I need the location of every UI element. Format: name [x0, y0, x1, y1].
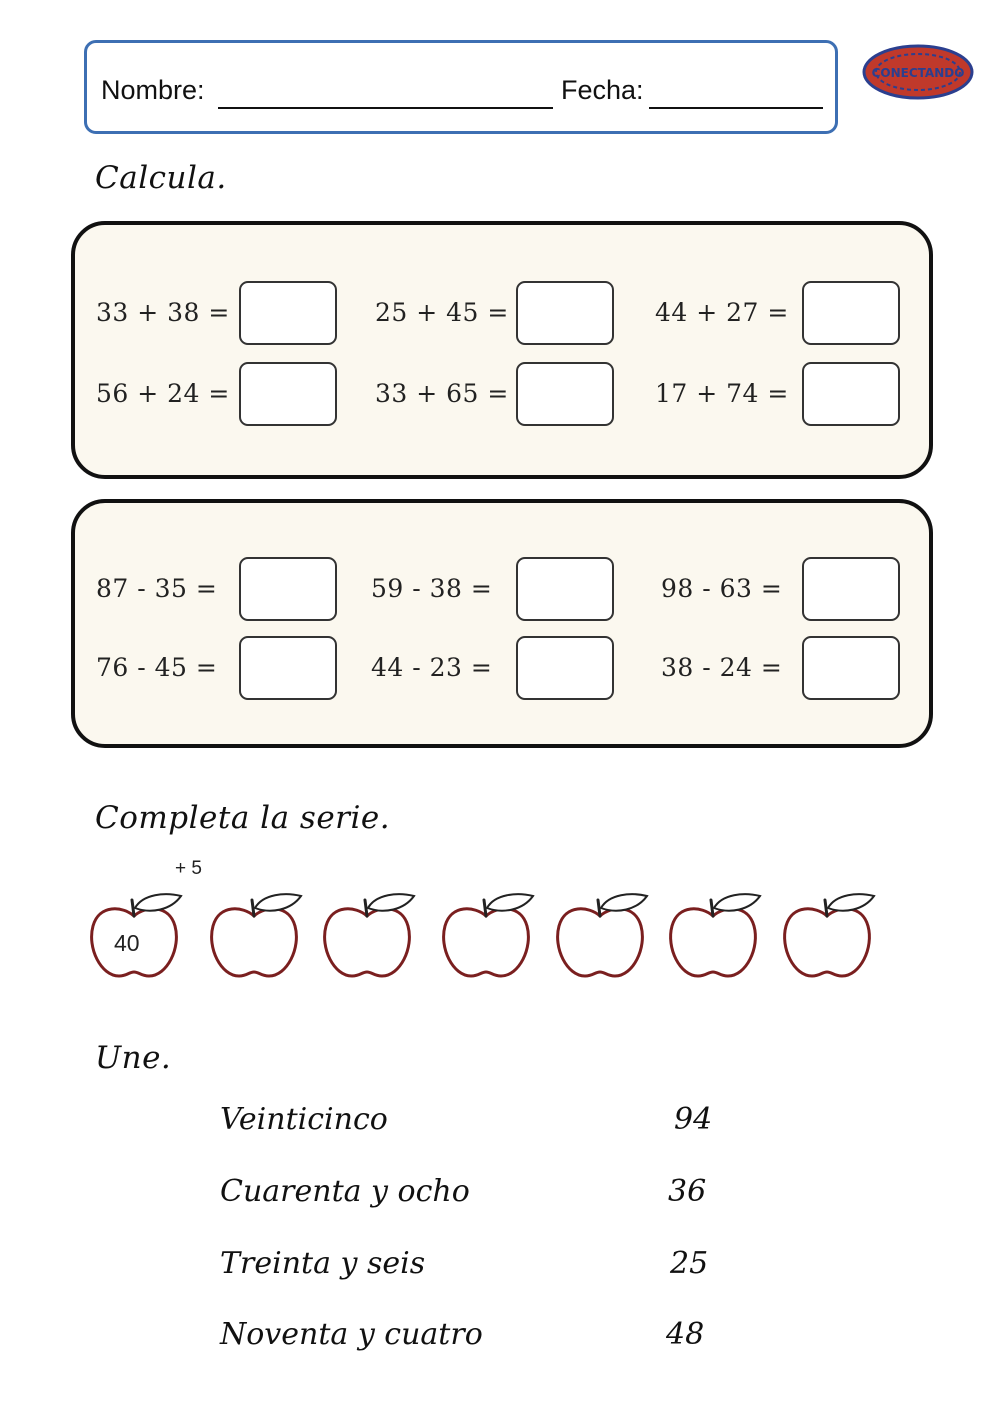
name-field[interactable]	[218, 107, 553, 109]
apple-icon	[205, 886, 303, 982]
apple-answer-slot[interactable]	[551, 886, 649, 982]
answer-box[interactable]	[802, 557, 900, 621]
match-number[interactable]: 48	[666, 1317, 705, 1352]
section-title-une: Une.	[95, 1040, 172, 1076]
exercise-expression: 33 + 38 =	[96, 298, 230, 327]
exercise-expression: 87 - 35 =	[96, 574, 218, 603]
exercise-expression: 25 + 45 =	[375, 298, 509, 327]
apple-answer-slot[interactable]	[205, 886, 303, 982]
apple-answer-slot[interactable]	[664, 886, 762, 982]
exercise-expression: 56 + 24 =	[96, 379, 230, 408]
match-number[interactable]: 36	[668, 1174, 707, 1209]
match-word[interactable]: Veinticinco	[220, 1102, 388, 1137]
match-word[interactable]: Noventa y cuatro	[220, 1317, 483, 1352]
answer-box[interactable]	[516, 281, 614, 345]
exercise-expression: 38 - 24 =	[661, 653, 783, 682]
apple-answer-slot[interactable]	[318, 886, 416, 982]
answer-box[interactable]	[802, 636, 900, 700]
apple-icon	[551, 886, 649, 982]
date-label: Fecha:	[561, 75, 644, 105]
student-info-box	[84, 40, 838, 134]
answer-box[interactable]	[802, 281, 900, 345]
name-label: Nombre:	[101, 75, 205, 105]
match-word[interactable]: Treinta y seis	[220, 1246, 426, 1281]
answer-box[interactable]	[516, 362, 614, 426]
apple-answer-slot[interactable]	[437, 886, 535, 982]
answer-box[interactable]	[516, 636, 614, 700]
exercise-expression: 44 + 27 =	[655, 298, 789, 327]
answer-box[interactable]	[802, 362, 900, 426]
subtraction-panel	[71, 499, 933, 748]
answer-box[interactable]	[239, 636, 337, 700]
exercise-expression: 98 - 63 =	[661, 574, 783, 603]
apple-icon	[778, 886, 876, 982]
apple-icon	[318, 886, 416, 982]
exercise-expression: 59 - 38 =	[371, 574, 493, 603]
exercise-expression: 76 - 45 =	[96, 653, 218, 682]
match-number[interactable]: 25	[670, 1246, 709, 1281]
apple-icon	[664, 886, 762, 982]
addition-panel	[71, 221, 933, 479]
section-title-calcula: Calcula.	[95, 160, 227, 196]
logo-text: CONECTANDO	[871, 66, 965, 80]
apple-answer-slot[interactable]	[778, 886, 876, 982]
answer-box[interactable]	[239, 362, 337, 426]
series-step-label: + 5	[175, 858, 202, 879]
apple-icon	[437, 886, 535, 982]
answer-box[interactable]	[516, 557, 614, 621]
date-field[interactable]	[649, 107, 823, 109]
section-title-completa: Completa la serie.	[95, 800, 391, 836]
exercise-expression: 33 + 65 =	[375, 379, 509, 408]
answer-box[interactable]	[239, 281, 337, 345]
exercise-expression: 44 - 23 =	[371, 653, 493, 682]
answer-box[interactable]	[239, 557, 337, 621]
match-word[interactable]: Cuarenta y ocho	[220, 1174, 470, 1209]
school-logo	[862, 44, 974, 100]
match-number[interactable]: 94	[674, 1102, 713, 1137]
exercise-expression: 17 + 74 =	[655, 379, 789, 408]
series-first-value: 40	[114, 930, 140, 956]
